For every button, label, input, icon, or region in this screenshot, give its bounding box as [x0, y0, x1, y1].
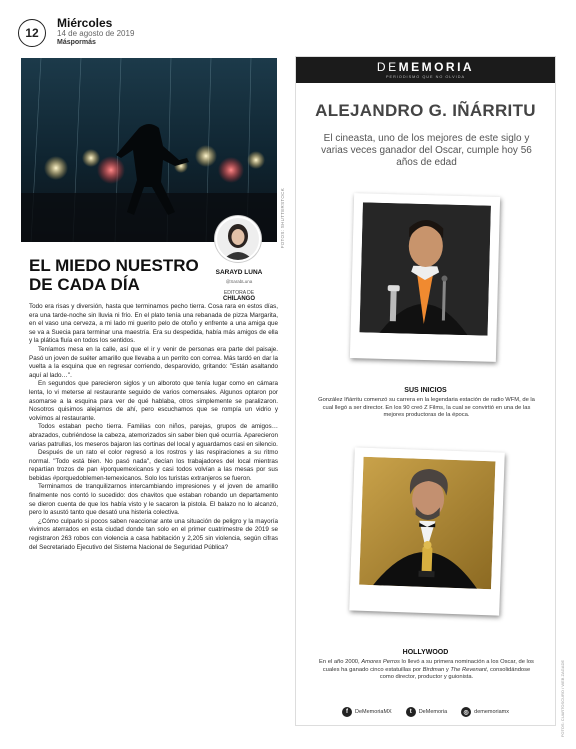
- portrait-oscar-photo: [359, 457, 495, 590]
- page-number: 12: [18, 19, 46, 47]
- paragraph: ¿Cómo culparlo si pocos saben reaccionar ante una situación de peligro y la mayoría vivimos aterrados en esta ciudad donde tan solo en el primer cuatrimestre de 2019 se registraron 263 robos con violencia a casa habitación y 2,205 sin violencia, según cifras del Secretariado Ejecutivo del Sistema Nacional de Seguridad Pública?: [29, 517, 278, 551]
- facebook-icon: f: [342, 707, 352, 717]
- header-day: Miércoles: [57, 16, 113, 30]
- header-brand: Máspormás: [57, 39, 96, 46]
- social-twitter[interactable]: t DeMemoria: [406, 707, 447, 717]
- paragraph: Terminamos de tranquilizarnos intercambiando impresiones y el joven de amarillo finalmente nos contó lo sucedido: dos chavitos que estaban robando un departamento se dieron cuenta de que los había visto y le sacaron la pistola. El balazo no lo alcanzó, pero lo asustó tanto que desató una histeria colectiva.: [29, 483, 278, 517]
- instagram-icon: ◎: [461, 707, 471, 717]
- author-name: SARAYD LUNA: [215, 269, 263, 276]
- dememoria-banner: [296, 57, 555, 83]
- paragraph: Después de un rato el color regresó a los rostros y las respiraciones a su ritmo normal. "Todo está bien. No pasó nada", decían los trabajadores del local mientras repartían trozos de pan #porquemexicanos y casi todos volvían a las mesas por sus bebidas #porquedoblemen-temexicanos. Solo los turistas extranjeros se fueron.: [29, 449, 278, 482]
- author-org: CHILANGO: [223, 296, 255, 302]
- polaroid-photo-2: [349, 447, 505, 615]
- profile-name: ALEJANDRO G. IÑÁRRITU: [315, 101, 536, 120]
- paragraph: Todo era risas y diversión, hasta que terminamos pecho tierra. Cosa rara en estos días, era una tarde-noche sin lluvia ni frío. En el plato tenía una rebanada de pizza Margarita, en el vaso una cerveza, a mi lado mi guerito pelo de otoño y enfrente a una amiga que se va a Suecia para terminar una maestría. Era su despedida, había más amigos de ella y la plática fluía en todos los sentidos.: [29, 303, 278, 345]
- dememoria-tagline: PERIODISMO QUE NO OLVIDA: [386, 75, 465, 79]
- dememoria-logo: DEMEMORIA: [376, 60, 475, 74]
- author-handle[interactable]: @SarabLuna: [225, 279, 253, 284]
- section-title-hollywood: HOLLYWOOD: [402, 649, 449, 656]
- article-body: [29, 303, 278, 552]
- section-text-beginnings: González Iñárritu comenzó su carrera en la legendaria estación de radio WFM, de la cual llegó a ser director. En los 90 creó Z Films, la cual se convirtió en una de las mejores productoras de la época.: [318, 397, 535, 418]
- social-links: [296, 707, 555, 717]
- paragraph: Todos estaban pecho tierra. Familias con niños, parejas, grupos de amigos… abrazados, cubriéndose la cabeza, atemorizados sin saber bien qué ocurría. Aparecieron varias patrullas, los meseros bajaron las cortinas del local y aguardamos casi en silencio.: [29, 423, 278, 448]
- hero-image: [21, 58, 277, 242]
- panel-photo-credit: FOTOS: CUARTOSCURO / WEB ZAGADE: [560, 660, 565, 738]
- author-role: EDITORA DE: [223, 290, 255, 296]
- portrait-early-photo: [360, 202, 491, 335]
- polaroid-photo-1: [350, 193, 500, 362]
- author-block: [212, 269, 266, 302]
- section-title-beginnings: SUS INICIOS: [404, 387, 447, 394]
- photo-credit: FOTOS: SHUTTERSTOCK: [280, 188, 285, 249]
- article-column: [21, 58, 277, 242]
- social-instagram[interactable]: ◎ dememoriamx: [461, 707, 509, 717]
- dememoria-panel: [295, 56, 556, 726]
- section-text-hollywood: En el año 2000, Amores Perros lo llevó a su primera nominación a los Oscar, de los cuales ha ganado cinco estatuillas por Birdman y The Revenant, consolidándose como director, productor y guionista.: [319, 659, 534, 680]
- twitter-icon: t: [406, 707, 416, 717]
- header-date: 14 de agosto de 2019: [57, 29, 135, 38]
- paragraph: En segundos que parecieron siglos y un alboroto que tenía lugar como en cámara lenta, lo vi meterse al restaurante seguido de varios comensales. Algunos optaron por asomarse a la esquina para ver de qué hablaba, otros simplemente se paralizaron. Nosotros quisimos alejarnos de ahí, pero escuchamos que se rompía un vidrio y volvimos al restaurante.: [29, 380, 278, 422]
- profile-dek: El cineasta, uno de los mejores de este siglo y varias veces ganador del Oscar, cumple hoy 56 años de edad: [321, 133, 532, 168]
- author-avatar: [215, 216, 261, 262]
- paragraph: Teníamos mesa en la calle, así que el ir y venir de personas era parte del paisaje. Pasó un joven de suéter amarillo que llevaba a un perrito con correa. Más tardó en dar la vuelta a la esquina que en regresar corriendo, desparovido, gritando: "Están asaltando aquí al lado…".: [29, 345, 278, 379]
- social-facebook[interactable]: f DeMemoriaMX: [342, 707, 392, 717]
- article-headline: EL MIEDO NUESTRO DE CADA DÍA: [29, 256, 199, 294]
